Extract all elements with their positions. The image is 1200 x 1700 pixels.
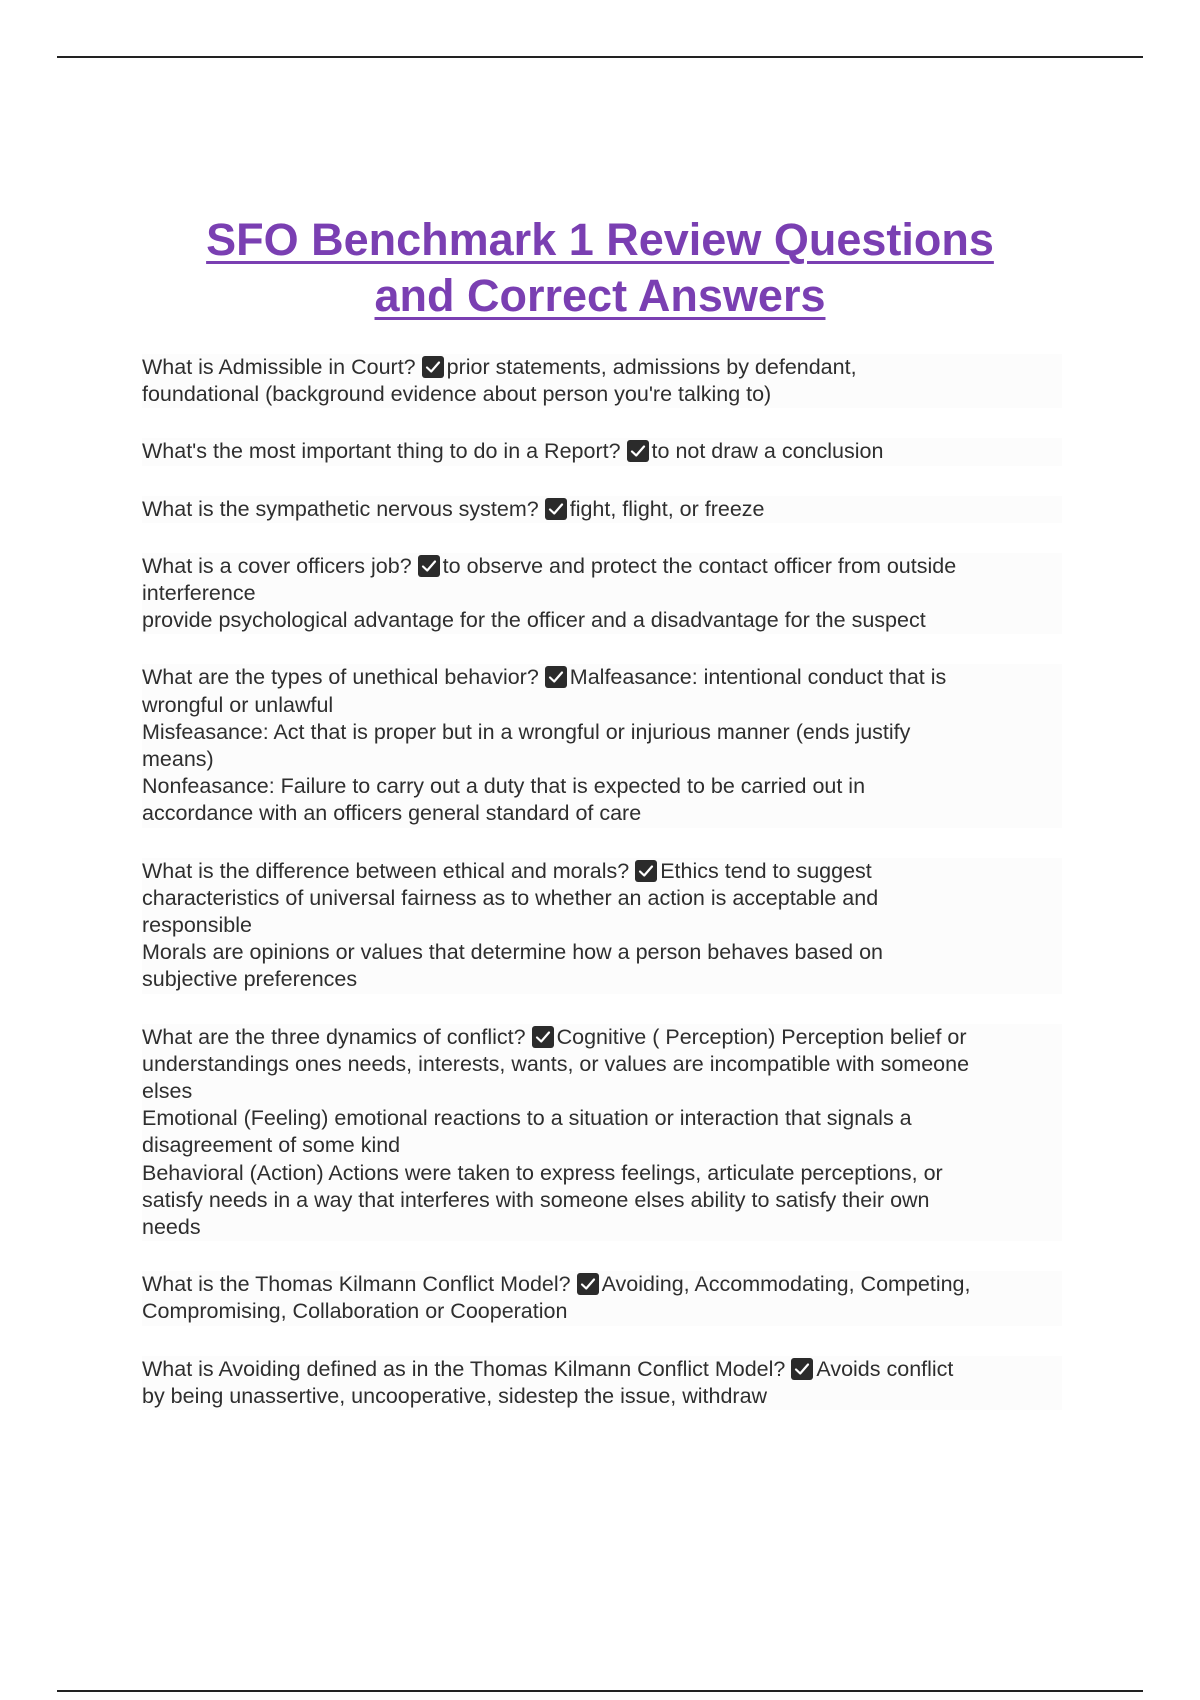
checkmark-box-icon — [545, 498, 567, 520]
qa-line — [142, 496, 1062, 523]
answer-text: Misfeasance: Act that is proper but in a wrongful or injurious manner (ends justify — [142, 719, 911, 744]
answer-text: responsible — [142, 913, 252, 938]
question-text: What is a cover officers job? — [142, 553, 412, 578]
qa-line — [142, 912, 1062, 939]
checkmark-box-icon — [422, 356, 444, 378]
answer-text: characteristics of universal fairness as to whether an action is acceptable and — [142, 885, 879, 910]
qa-line — [142, 438, 1062, 465]
top-rule — [57, 56, 1143, 58]
checkmark-box-icon — [627, 440, 649, 462]
answer-text: to not draw a conclusion — [651, 439, 884, 464]
qa-line — [142, 1214, 1062, 1241]
checkmark-box-icon — [577, 1273, 599, 1295]
qa-line — [142, 1078, 1062, 1105]
page-title — [0, 212, 1200, 324]
qa-line — [142, 1160, 1062, 1187]
question-text: What are the three dynamics of conflict? — [142, 1024, 526, 1049]
qa-line — [142, 773, 1062, 800]
qa-line — [142, 692, 1062, 719]
qa-line — [142, 746, 1062, 773]
qa-item — [142, 1356, 1062, 1410]
question-text: What are the types of unethical behavior? — [142, 665, 539, 690]
answer-text: interference — [142, 581, 256, 606]
answer-text: Morals are opinions or values that determine how a person behaves based on — [142, 940, 884, 965]
checkmark-box-icon — [791, 1358, 813, 1380]
answer-text: Nonfeasance: Failure to carry out a duty that is expected to be carried out in — [142, 774, 866, 799]
answer-text: Avoids conflict — [816, 1356, 954, 1381]
answer-text: Compromising, Collaboration or Cooperation — [142, 1299, 568, 1324]
qa-line — [142, 858, 1062, 885]
qa-item — [142, 438, 1062, 465]
answer-text: provide psychological advantage for the officer and a disadvantage for the suspect — [142, 608, 926, 633]
qa-line — [142, 1105, 1062, 1132]
answer-text: Malfeasance: intentional conduct that is — [569, 665, 947, 690]
checkmark-box-icon — [635, 860, 657, 882]
qa-line — [142, 580, 1062, 607]
qa-item — [142, 496, 1062, 523]
qa-line — [142, 719, 1062, 746]
qa-line — [142, 885, 1062, 912]
qa-line — [142, 381, 1062, 408]
answer-text: subjective preferences — [142, 967, 358, 992]
question-text: What is the sympathetic nervous system? — [142, 496, 539, 521]
qa-line — [142, 1271, 1062, 1298]
qa-line — [142, 1024, 1062, 1051]
answer-text: prior statements, admissions by defendant, — [446, 355, 857, 379]
title-line-2: and Correct Answers — [374, 270, 826, 321]
answer-text: satisfy needs in a way that interferes with someone elses ability to satisfy their own — [142, 1187, 930, 1212]
answer-text: means) — [142, 747, 214, 772]
answer-text: by being unassertive, uncooperative, sidestep the issue, withdraw — [142, 1383, 768, 1408]
qa-line — [142, 1356, 1062, 1383]
qa-item — [142, 1024, 1062, 1242]
qa-line — [142, 607, 1062, 634]
answer-text: elses — [142, 1079, 193, 1104]
qa-line — [142, 1187, 1062, 1214]
question-text: What's the most important thing to do in a Report? — [142, 439, 621, 464]
answer-text: to observe and protect the contact officer from outside — [442, 553, 957, 578]
qa-line — [142, 1051, 1062, 1078]
answer-text: accordance with an officers general standard of care — [142, 801, 642, 826]
qa-line — [142, 939, 1062, 966]
question-text: What is the difference between ethical and morals? — [142, 858, 630, 883]
bottom-rule — [57, 1690, 1143, 1692]
qa-line — [142, 800, 1062, 827]
answer-text: Behavioral (Action) Actions were taken to express feelings, articulate perceptions, or — [142, 1160, 943, 1185]
answer-text: Ethics tend to suggest — [660, 858, 872, 883]
qa-line — [142, 354, 1062, 381]
answer-text: understandings ones needs, interests, wants, or values are incompatible with someone — [142, 1051, 970, 1076]
qa-item — [142, 1271, 1062, 1325]
answer-text: Cognitive ( Perception) Perception belief or — [556, 1024, 967, 1049]
checkmark-box-icon — [545, 666, 567, 688]
qa-list — [142, 354, 1062, 1440]
qa-item — [142, 354, 1062, 408]
answer-text: disagreement of some kind — [142, 1133, 401, 1158]
checkmark-box-icon — [418, 555, 440, 577]
qa-line — [142, 664, 1062, 691]
answer-text: Emotional (Feeling) emotional reactions to a situation or interaction that signals a — [142, 1106, 912, 1131]
answer-text: needs — [142, 1215, 201, 1240]
title-line-1: SFO Benchmark 1 Review Questions — [206, 214, 994, 265]
answer-text: fight, flight, or freeze — [569, 496, 765, 521]
qa-line — [142, 1132, 1062, 1159]
qa-item — [142, 858, 1062, 994]
qa-line — [142, 966, 1062, 993]
answer-text: Avoiding, Accommodating, Competing, — [601, 1272, 971, 1297]
answer-text: wrongful or unlawful — [142, 692, 334, 717]
checkmark-box-icon — [532, 1026, 554, 1048]
qa-line — [142, 1383, 1062, 1410]
qa-item — [142, 553, 1062, 635]
answer-text: foundational (background evidence about person you're talking to) — [142, 382, 772, 407]
question-text: What is Admissible in Court? — [142, 355, 416, 379]
question-text: What is the Thomas Kilmann Conflict Model? — [142, 1272, 571, 1297]
qa-line — [142, 1298, 1062, 1325]
qa-item — [142, 664, 1062, 827]
question-text: What is Avoiding defined as in the Thomas Kilmann Conflict Model? — [142, 1356, 786, 1381]
qa-line — [142, 553, 1062, 580]
